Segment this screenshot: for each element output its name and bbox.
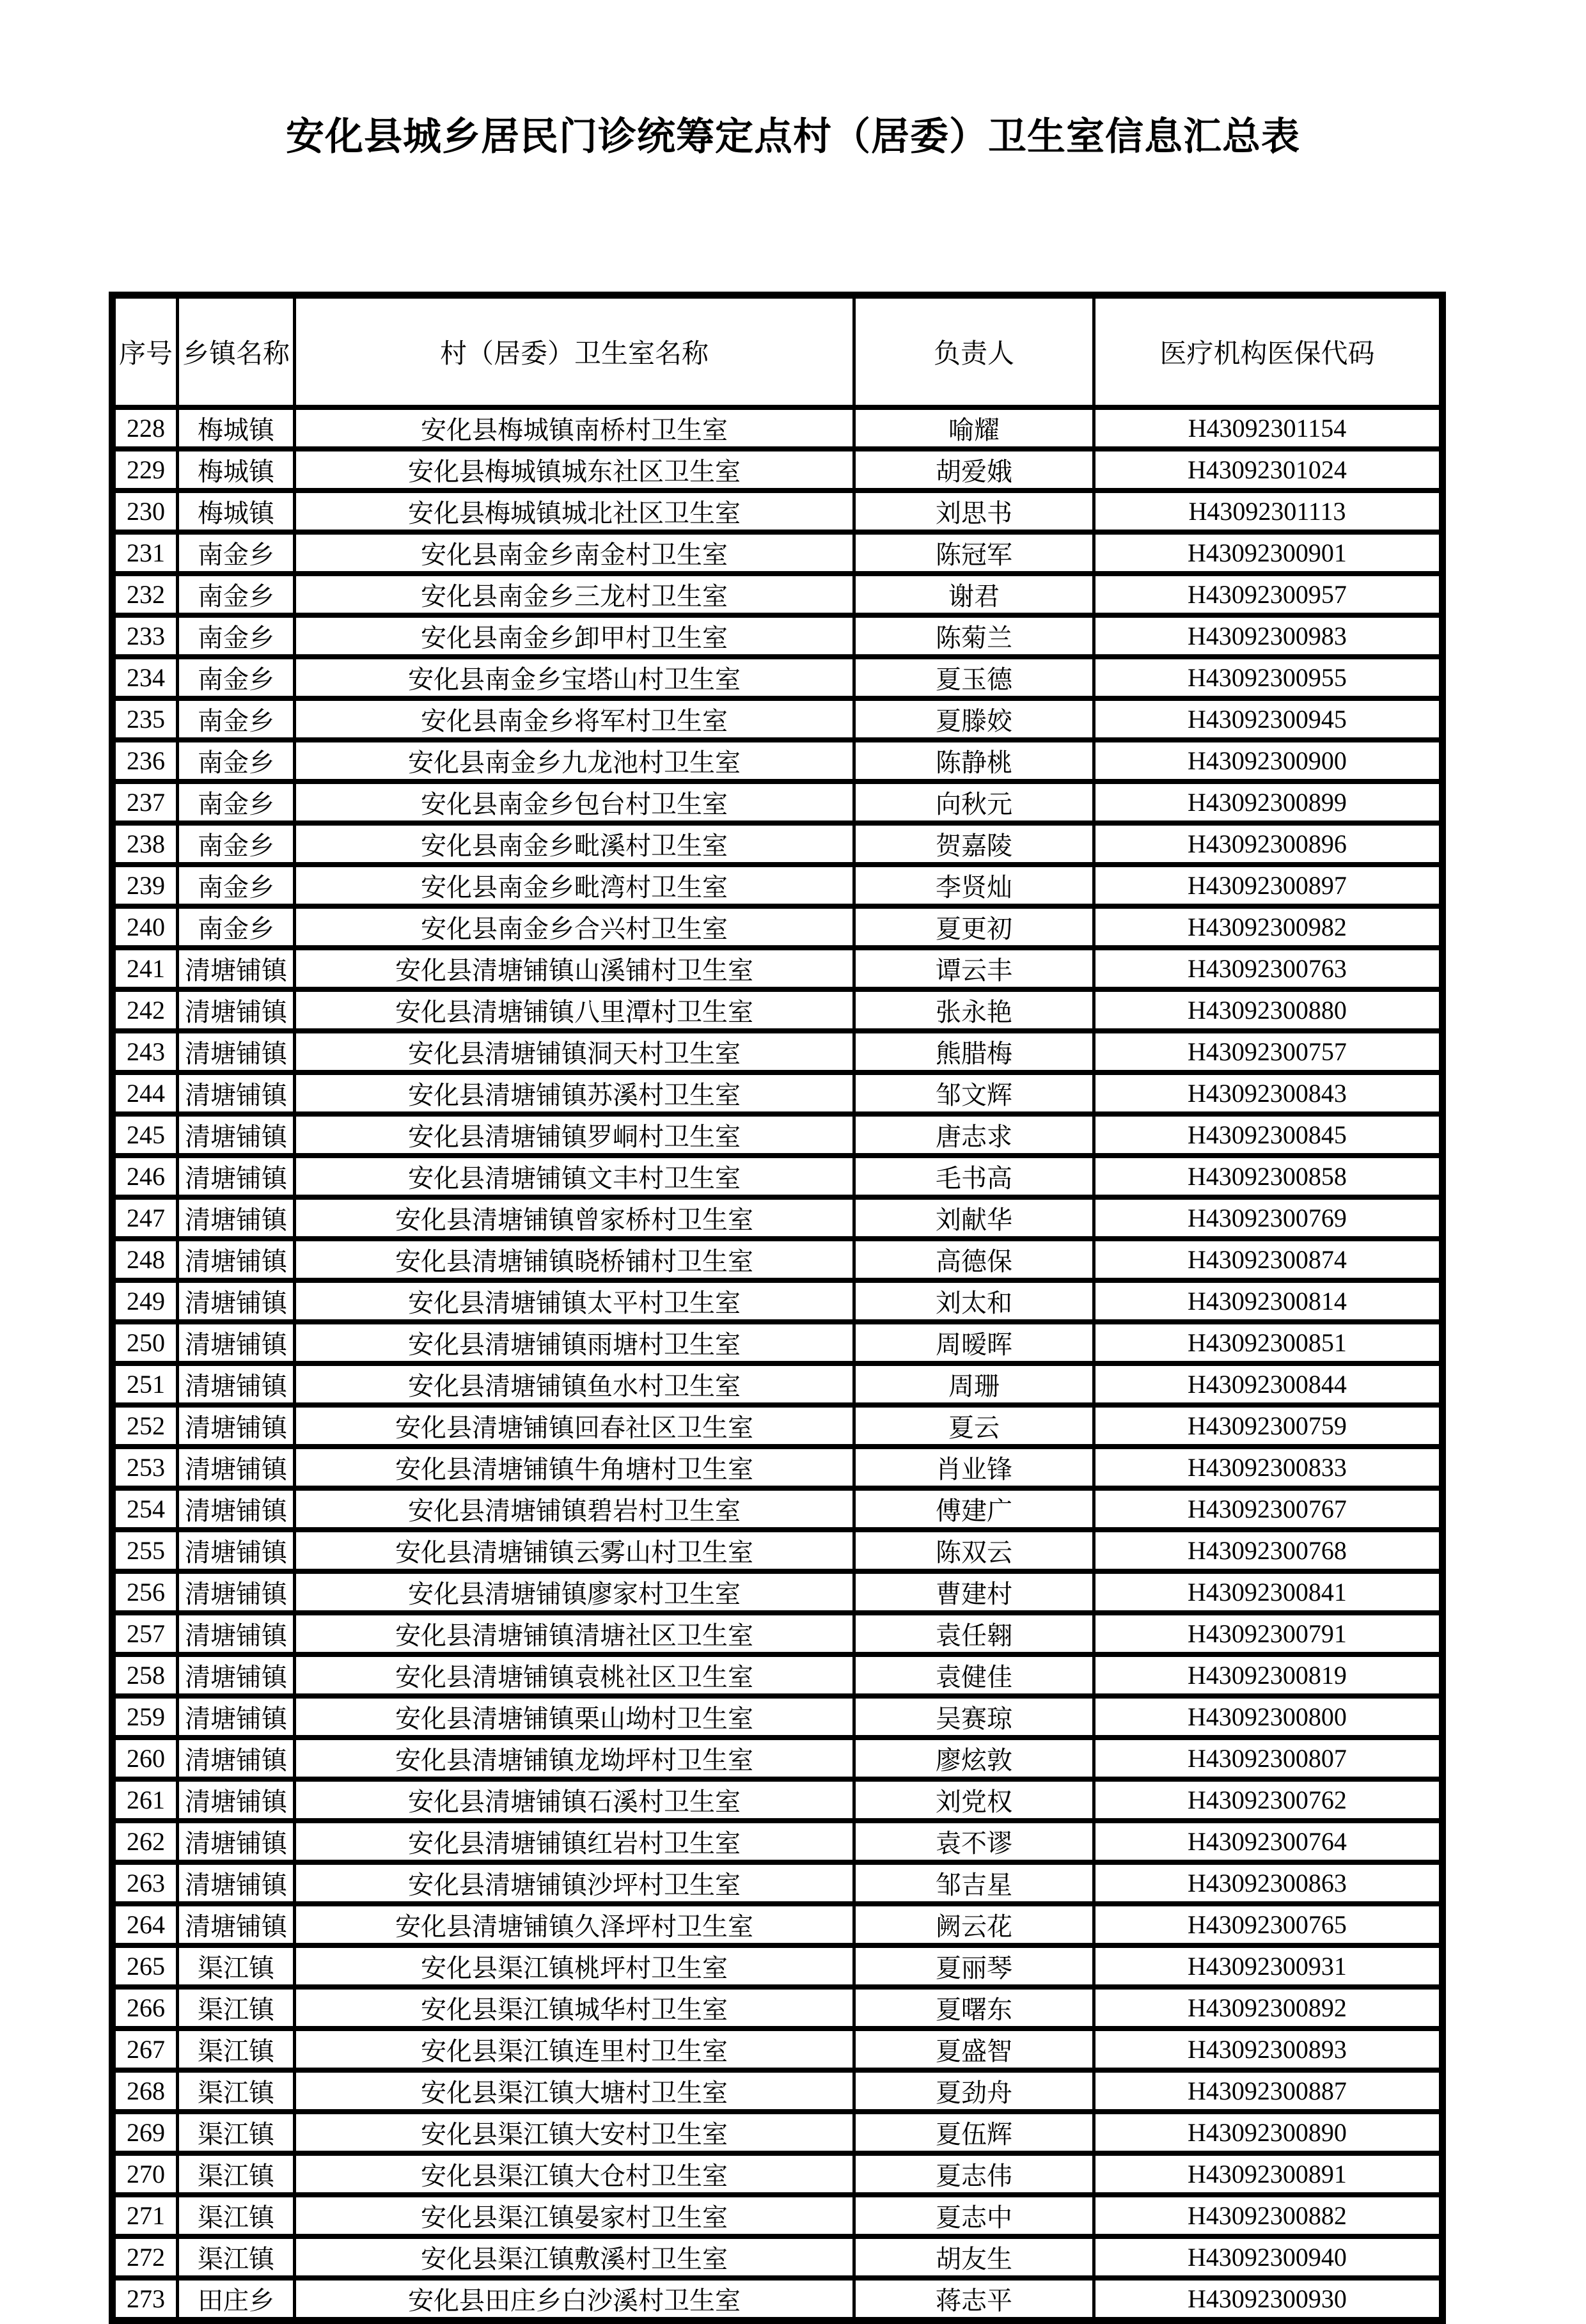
cell-person: 夏云	[854, 1405, 1094, 1447]
cell-township: 清塘铺镇	[178, 1738, 295, 1779]
cell-code: H43092300768	[1094, 1530, 1443, 1571]
cell-code: H43092300863	[1094, 1862, 1443, 1904]
cell-seq: 231	[113, 532, 178, 574]
cell-person: 刘献华	[854, 1197, 1094, 1239]
cell-township: 南金乡	[178, 574, 295, 615]
cell-seq: 255	[113, 1530, 178, 1571]
table-row	[113, 989, 1443, 1031]
cell-clinic: 安化县清塘铺镇红岩村卫生室	[295, 1821, 854, 1862]
cell-clinic: 安化县梅城镇城北社区卫生室	[295, 491, 854, 532]
cell-person: 刘太和	[854, 1280, 1094, 1322]
cell-person: 喻耀	[854, 407, 1094, 449]
table-row	[113, 574, 1443, 615]
cell-person: 夏更初	[854, 906, 1094, 948]
cell-seq: 228	[113, 407, 178, 449]
cell-clinic: 安化县清塘铺镇碧岩村卫生室	[295, 1488, 854, 1530]
cell-township: 清塘铺镇	[178, 1072, 295, 1114]
cell-seq: 239	[113, 865, 178, 906]
cell-seq: 238	[113, 823, 178, 865]
table-row	[113, 491, 1443, 532]
table-row	[113, 1405, 1443, 1447]
cell-clinic: 安化县渠江镇大安村卫生室	[295, 2112, 854, 2153]
cell-code: H43092300880	[1094, 989, 1443, 1031]
cell-township: 渠江镇	[178, 2112, 295, 2153]
cell-code: H43092300957	[1094, 574, 1443, 615]
cell-clinic: 安化县清塘铺镇洞天村卫生室	[295, 1031, 854, 1072]
cell-seq: 254	[113, 1488, 178, 1530]
cell-township: 渠江镇	[178, 2236, 295, 2278]
cell-township: 渠江镇	[178, 1987, 295, 2029]
table-row	[113, 2195, 1443, 2236]
cell-person: 夏志中	[854, 2195, 1094, 2236]
cell-township: 清塘铺镇	[178, 1488, 295, 1530]
cell-person: 周暧晖	[854, 1322, 1094, 1363]
cell-code: H43092300764	[1094, 1821, 1443, 1862]
cell-township: 南金乡	[178, 657, 295, 698]
cell-clinic: 安化县田庄乡白沙溪村卫生室	[295, 2278, 854, 2321]
cell-person: 夏劲舟	[854, 2070, 1094, 2112]
cell-person: 胡爱娥	[854, 449, 1094, 491]
table-row	[113, 1613, 1443, 1654]
cell-person: 向秋元	[854, 781, 1094, 823]
table-row	[113, 1654, 1443, 1696]
cell-township: 清塘铺镇	[178, 1779, 295, 1821]
cell-clinic: 安化县清塘铺镇龙坳坪村卫生室	[295, 1738, 854, 1779]
cell-code: H43092300844	[1094, 1363, 1443, 1405]
cell-code: H43092300882	[1094, 2195, 1443, 2236]
cell-person: 毛书高	[854, 1156, 1094, 1197]
cell-clinic: 安化县清塘铺镇廖家村卫生室	[295, 1571, 854, 1613]
cell-clinic: 安化县清塘铺镇八里潭村卫生室	[295, 989, 854, 1031]
cell-seq: 259	[113, 1696, 178, 1738]
cell-person: 张永艳	[854, 989, 1094, 1031]
table-row	[113, 1239, 1443, 1280]
cell-township: 清塘铺镇	[178, 1821, 295, 1862]
cell-clinic: 安化县南金乡毗湾村卫生室	[295, 865, 854, 906]
cell-township: 清塘铺镇	[178, 1114, 295, 1156]
cell-clinic: 安化县清塘铺镇雨塘村卫生室	[295, 1322, 854, 1363]
cell-township: 清塘铺镇	[178, 1530, 295, 1571]
cell-clinic: 安化县梅城镇城东社区卫生室	[295, 449, 854, 491]
cell-township: 清塘铺镇	[178, 1322, 295, 1363]
cell-seq: 273	[113, 2278, 178, 2321]
table-row	[113, 1363, 1443, 1405]
cell-person: 吴赛琼	[854, 1696, 1094, 1738]
cell-seq: 258	[113, 1654, 178, 1696]
cell-clinic: 安化县渠江镇大塘村卫生室	[295, 2070, 854, 2112]
cell-code: H43092300791	[1094, 1613, 1443, 1654]
cell-person: 袁不谬	[854, 1821, 1094, 1862]
cell-township: 清塘铺镇	[178, 1197, 295, 1239]
cell-person: 熊腊梅	[854, 1031, 1094, 1072]
cell-clinic: 安化县渠江镇桃坪村卫生室	[295, 1945, 854, 1987]
cell-township: 梅城镇	[178, 407, 295, 449]
cell-person: 刘党权	[854, 1779, 1094, 1821]
cell-seq: 269	[113, 2112, 178, 2153]
cell-clinic: 安化县清塘铺镇沙坪村卫生室	[295, 1862, 854, 1904]
cell-person: 夏曙东	[854, 1987, 1094, 2029]
cell-seq: 267	[113, 2029, 178, 2070]
cell-code: H43092300892	[1094, 1987, 1443, 2029]
cell-clinic: 安化县南金乡合兴村卫生室	[295, 906, 854, 948]
cell-code: H43092300899	[1094, 781, 1443, 823]
cell-person: 李贤灿	[854, 865, 1094, 906]
cell-person: 唐志求	[854, 1114, 1094, 1156]
cell-seq: 244	[113, 1072, 178, 1114]
cell-township: 清塘铺镇	[178, 1156, 295, 1197]
cell-township: 清塘铺镇	[178, 1239, 295, 1280]
cell-clinic: 安化县清塘铺镇回春社区卫生室	[295, 1405, 854, 1447]
table-row	[113, 1488, 1443, 1530]
cell-seq: 243	[113, 1031, 178, 1072]
cell-township: 南金乡	[178, 740, 295, 781]
cell-clinic: 安化县梅城镇南桥村卫生室	[295, 407, 854, 449]
table-row	[113, 2070, 1443, 2112]
cell-township: 梅城镇	[178, 491, 295, 532]
cell-seq: 270	[113, 2153, 178, 2195]
cell-code: H43092300765	[1094, 1904, 1443, 1945]
cell-code: H43092300901	[1094, 532, 1443, 574]
cell-seq: 249	[113, 1280, 178, 1322]
cell-code: H43092300833	[1094, 1447, 1443, 1488]
cell-seq: 263	[113, 1862, 178, 1904]
cell-seq: 251	[113, 1363, 178, 1405]
cell-township: 渠江镇	[178, 2029, 295, 2070]
column-header-person: 负责人	[854, 295, 1094, 408]
cell-clinic: 安化县南金乡南金村卫生室	[295, 532, 854, 574]
cell-seq: 248	[113, 1239, 178, 1280]
table-row	[113, 615, 1443, 657]
cell-person: 阙云花	[854, 1904, 1094, 1945]
clinic-info-table	[109, 292, 1446, 2324]
cell-clinic: 安化县清塘铺镇袁桃社区卫生室	[295, 1654, 854, 1696]
cell-township: 清塘铺镇	[178, 1654, 295, 1696]
cell-seq: 272	[113, 2236, 178, 2278]
cell-code: H43092300769	[1094, 1197, 1443, 1239]
cell-code: H43092300858	[1094, 1156, 1443, 1197]
cell-township: 清塘铺镇	[178, 1696, 295, 1738]
table-body	[113, 407, 1443, 2321]
cell-code: H43092300763	[1094, 948, 1443, 989]
cell-seq: 261	[113, 1779, 178, 1821]
table-row	[113, 740, 1443, 781]
cell-clinic: 安化县渠江镇连里村卫生室	[295, 2029, 854, 2070]
cell-seq: 237	[113, 781, 178, 823]
cell-code: H43092300931	[1094, 1945, 1443, 1987]
cell-seq: 271	[113, 2195, 178, 2236]
cell-clinic: 安化县清塘铺镇栗山坳村卫生室	[295, 1696, 854, 1738]
cell-clinic: 安化县南金乡毗溪村卫生室	[295, 823, 854, 865]
header-row	[113, 295, 1443, 408]
table-row	[113, 1031, 1443, 1072]
cell-seq: 232	[113, 574, 178, 615]
cell-township: 南金乡	[178, 865, 295, 906]
cell-clinic: 安化县南金乡宝塔山村卫生室	[295, 657, 854, 698]
cell-clinic: 安化县南金乡包台村卫生室	[295, 781, 854, 823]
cell-seq: 245	[113, 1114, 178, 1156]
cell-person: 谭云丰	[854, 948, 1094, 989]
table-row	[113, 2112, 1443, 2153]
cell-clinic: 安化县清塘铺镇苏溪村卫生室	[295, 1072, 854, 1114]
cell-seq: 264	[113, 1904, 178, 1945]
cell-township: 清塘铺镇	[178, 948, 295, 989]
cell-seq: 235	[113, 698, 178, 740]
cell-code: H43092300874	[1094, 1239, 1443, 1280]
cell-person: 周珊	[854, 1363, 1094, 1405]
cell-clinic: 安化县清塘铺镇石溪村卫生室	[295, 1779, 854, 1821]
cell-person: 曹建村	[854, 1571, 1094, 1613]
cell-code: H43092300896	[1094, 823, 1443, 865]
table-row	[113, 1862, 1443, 1904]
cell-township: 清塘铺镇	[178, 1405, 295, 1447]
cell-clinic: 安化县清塘铺镇牛角塘村卫生室	[295, 1447, 854, 1488]
table-row	[113, 1696, 1443, 1738]
cell-seq: 233	[113, 615, 178, 657]
cell-clinic: 安化县清塘铺镇清塘社区卫生室	[295, 1613, 854, 1654]
cell-code: H43092300807	[1094, 1738, 1443, 1779]
cell-seq: 229	[113, 449, 178, 491]
cell-township: 清塘铺镇	[178, 1280, 295, 1322]
column-header-code: 医疗机构医保代码	[1094, 295, 1443, 408]
cell-person: 陈菊兰	[854, 615, 1094, 657]
cell-seq: 265	[113, 1945, 178, 1987]
cell-township: 清塘铺镇	[178, 1447, 295, 1488]
cell-township: 梅城镇	[178, 449, 295, 491]
table-row	[113, 698, 1443, 740]
table-row	[113, 948, 1443, 989]
cell-seq: 256	[113, 1571, 178, 1613]
cell-code: H43092300814	[1094, 1280, 1443, 1322]
cell-clinic: 安化县渠江镇晏家村卫生室	[295, 2195, 854, 2236]
table-row	[113, 1072, 1443, 1114]
cell-seq: 230	[113, 491, 178, 532]
cell-clinic: 安化县南金乡卸甲村卫生室	[295, 615, 854, 657]
cell-seq: 268	[113, 2070, 178, 2112]
cell-code: H43092300891	[1094, 2153, 1443, 2195]
cell-person: 刘思书	[854, 491, 1094, 532]
cell-township: 南金乡	[178, 532, 295, 574]
cell-code: H43092300845	[1094, 1114, 1443, 1156]
table-row	[113, 1571, 1443, 1613]
cell-person: 夏伍辉	[854, 2112, 1094, 2153]
column-header-seq: 序号	[113, 295, 178, 408]
table-row	[113, 2278, 1443, 2321]
cell-township: 南金乡	[178, 615, 295, 657]
cell-township: 南金乡	[178, 823, 295, 865]
cell-seq: 262	[113, 1821, 178, 1862]
table-row	[113, 781, 1443, 823]
cell-person: 邹吉星	[854, 1862, 1094, 1904]
cell-township: 清塘铺镇	[178, 1031, 295, 1072]
cell-code: H43092300893	[1094, 2029, 1443, 2070]
cell-clinic: 安化县渠江镇大仓村卫生室	[295, 2153, 854, 2195]
column-header-clinic: 村（居委）卫生室名称	[295, 295, 854, 408]
cell-code: H43092300983	[1094, 615, 1443, 657]
table-row	[113, 657, 1443, 698]
page-title: 安化县城乡居民门诊统筹定点村（居委）卫生室信息汇总表	[286, 116, 1300, 158]
cell-code: H43092300900	[1094, 740, 1443, 781]
cell-seq: 252	[113, 1405, 178, 1447]
cell-code: H43092300982	[1094, 906, 1443, 948]
cell-seq: 253	[113, 1447, 178, 1488]
cell-clinic: 安化县南金乡将军村卫生室	[295, 698, 854, 740]
table-row	[113, 2153, 1443, 2195]
cell-clinic: 安化县清塘铺镇罗峒村卫生室	[295, 1114, 854, 1156]
cell-seq: 247	[113, 1197, 178, 1239]
cell-person: 夏滕姣	[854, 698, 1094, 740]
table-row	[113, 1322, 1443, 1363]
cell-township: 南金乡	[178, 781, 295, 823]
cell-code: H43092301024	[1094, 449, 1443, 491]
cell-person: 陈冠军	[854, 532, 1094, 574]
cell-township: 渠江镇	[178, 2195, 295, 2236]
cell-clinic: 安化县清塘铺镇太平村卫生室	[295, 1280, 854, 1322]
cell-code: H43092300851	[1094, 1322, 1443, 1363]
table-row	[113, 823, 1443, 865]
cell-code: H43092300843	[1094, 1072, 1443, 1114]
table-row	[113, 407, 1443, 449]
cell-code: H43092300759	[1094, 1405, 1443, 1447]
cell-seq: 236	[113, 740, 178, 781]
cell-person: 陈静桃	[854, 740, 1094, 781]
cell-township: 清塘铺镇	[178, 989, 295, 1031]
cell-person: 袁任翱	[854, 1613, 1094, 1654]
cell-person: 傅建广	[854, 1488, 1094, 1530]
cell-code: H43092300945	[1094, 698, 1443, 740]
cell-person: 夏丽琴	[854, 1945, 1094, 1987]
cell-person: 夏志伟	[854, 2153, 1094, 2195]
cell-township: 田庄乡	[178, 2278, 295, 2321]
table-row	[113, 1945, 1443, 1987]
cell-person: 廖炫敦	[854, 1738, 1094, 1779]
cell-seq: 240	[113, 906, 178, 948]
table-row	[113, 1987, 1443, 2029]
table-row	[113, 906, 1443, 948]
cell-code: H43092300762	[1094, 1779, 1443, 1821]
cell-code: H43092300819	[1094, 1654, 1443, 1696]
cell-township: 南金乡	[178, 906, 295, 948]
cell-person: 夏盛智	[854, 2029, 1094, 2070]
cell-code: H43092300800	[1094, 1696, 1443, 1738]
table-row	[113, 1821, 1443, 1862]
table-row	[113, 2029, 1443, 2070]
cell-clinic: 安化县南金乡三龙村卫生室	[295, 574, 854, 615]
table-row	[113, 865, 1443, 906]
cell-person: 邹文辉	[854, 1072, 1094, 1114]
cell-township: 渠江镇	[178, 2153, 295, 2195]
cell-code: H43092301154	[1094, 407, 1443, 449]
cell-township: 清塘铺镇	[178, 1363, 295, 1405]
cell-seq: 234	[113, 657, 178, 698]
cell-person: 胡友生	[854, 2236, 1094, 2278]
cell-code: H43092300940	[1094, 2236, 1443, 2278]
cell-seq: 242	[113, 989, 178, 1031]
table-row	[113, 449, 1443, 491]
cell-person: 贺嘉陵	[854, 823, 1094, 865]
table-row	[113, 2236, 1443, 2278]
cell-clinic: 安化县清塘铺镇曾家桥村卫生室	[295, 1197, 854, 1239]
cell-person: 肖业锋	[854, 1447, 1094, 1488]
cell-seq: 246	[113, 1156, 178, 1197]
cell-person: 袁健佳	[854, 1654, 1094, 1696]
cell-code: H43092300767	[1094, 1488, 1443, 1530]
cell-clinic: 安化县渠江镇敷溪村卫生室	[295, 2236, 854, 2278]
table-row	[113, 1530, 1443, 1571]
cell-township: 清塘铺镇	[178, 1571, 295, 1613]
cell-seq: 260	[113, 1738, 178, 1779]
table-row	[113, 1197, 1443, 1239]
table-row	[113, 1114, 1443, 1156]
table-row	[113, 1156, 1443, 1197]
cell-code: H43092300841	[1094, 1571, 1443, 1613]
cell-township: 渠江镇	[178, 2070, 295, 2112]
cell-clinic: 安化县清塘铺镇晓桥铺村卫生室	[295, 1239, 854, 1280]
cell-code: H43092301113	[1094, 491, 1443, 532]
cell-code: H43092300887	[1094, 2070, 1443, 2112]
cell-clinic: 安化县清塘铺镇山溪铺村卫生室	[295, 948, 854, 989]
cell-clinic: 安化县渠江镇城华村卫生室	[295, 1987, 854, 2029]
table-row	[113, 1447, 1443, 1488]
cell-clinic: 安化县清塘铺镇久泽坪村卫生室	[295, 1904, 854, 1945]
table-row	[113, 532, 1443, 574]
cell-seq: 257	[113, 1613, 178, 1654]
cell-township: 清塘铺镇	[178, 1904, 295, 1945]
table-row	[113, 1738, 1443, 1779]
cell-clinic: 安化县清塘铺镇鱼水村卫生室	[295, 1363, 854, 1405]
cell-person: 蒋志平	[854, 2278, 1094, 2321]
cell-township: 清塘铺镇	[178, 1613, 295, 1654]
cell-code: H43092300955	[1094, 657, 1443, 698]
cell-seq: 241	[113, 948, 178, 989]
cell-seq: 250	[113, 1322, 178, 1363]
cell-township: 渠江镇	[178, 1945, 295, 1987]
cell-person: 高德保	[854, 1239, 1094, 1280]
cell-township: 清塘铺镇	[178, 1862, 295, 1904]
cell-code: H43092300757	[1094, 1031, 1443, 1072]
cell-clinic: 安化县清塘铺镇文丰村卫生室	[295, 1156, 854, 1197]
table-row	[113, 1779, 1443, 1821]
cell-person: 谢君	[854, 574, 1094, 615]
cell-seq: 266	[113, 1987, 178, 2029]
cell-person: 夏玉德	[854, 657, 1094, 698]
table-row	[113, 1280, 1443, 1322]
cell-township: 南金乡	[178, 698, 295, 740]
cell-code: H43092300897	[1094, 865, 1443, 906]
cell-code: H43092300930	[1094, 2278, 1443, 2321]
column-header-township: 乡镇名称	[178, 295, 295, 408]
cell-clinic: 安化县南金乡九龙池村卫生室	[295, 740, 854, 781]
cell-clinic: 安化县清塘铺镇云雾山村卫生室	[295, 1530, 854, 1571]
cell-code: H43092300890	[1094, 2112, 1443, 2153]
cell-person: 陈双云	[854, 1530, 1094, 1571]
table-row	[113, 1904, 1443, 1945]
